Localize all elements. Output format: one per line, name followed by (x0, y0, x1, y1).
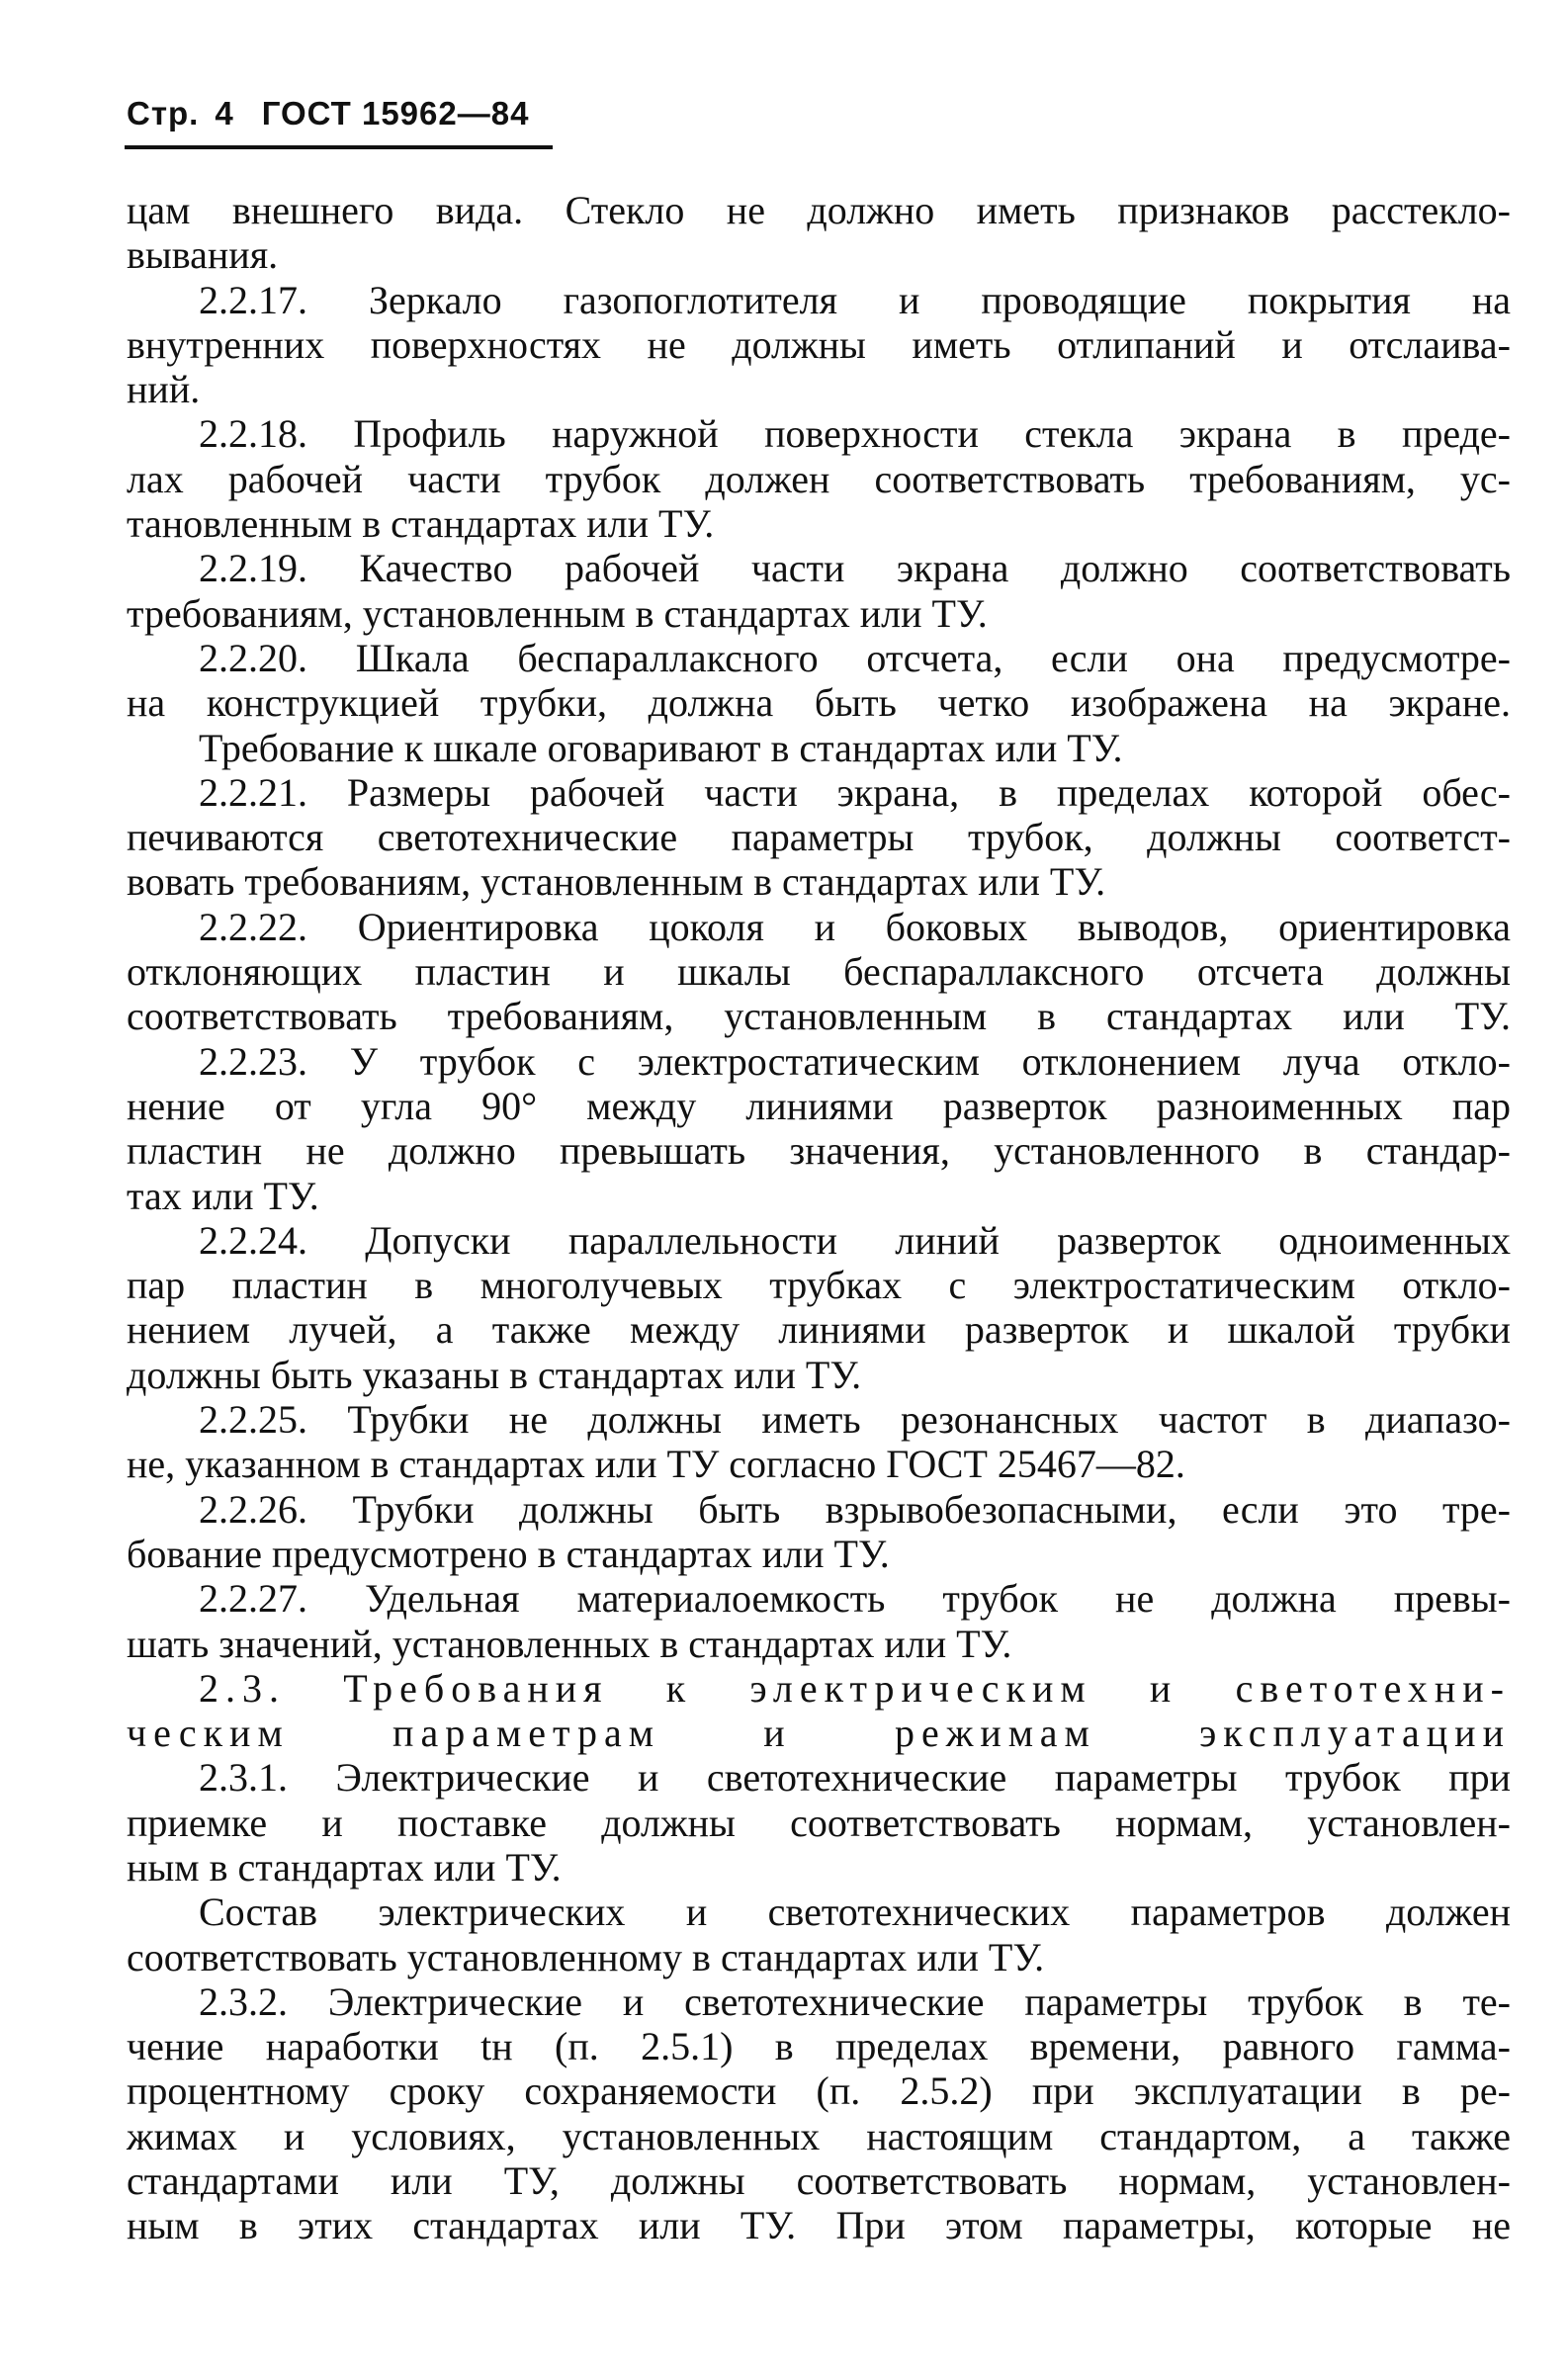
text-line: 2.2.17. Зеркало газопоглотителя и проводящие покрытия на (199, 277, 1511, 322)
text-line: 2.2.27. Удельная материалоемкость трубок не должна превы- (199, 1576, 1511, 1622)
text-line: вывания. (127, 232, 279, 278)
text-line: чение наработки tн (п. 2.5.1) в пределах времени, равного гамма- (127, 2024, 1511, 2069)
text-line: лах рабочей части трубок должен соответствовать требованиям, ус- (127, 456, 1511, 501)
text-line: внутренних поверхностях не должны иметь отлипаний и отслаива- (127, 321, 1511, 367)
text-line: отклоняющих пластин и шкалы беспараллаксного отсчета должны (127, 949, 1511, 995)
text-line: не, указанном в стандартах или ТУ согласно ГОСТ 25467—82. (127, 1442, 1185, 1487)
text-line: на конструкцией трубки, должна быть четко изображена на экране. (127, 680, 1511, 726)
text-line: печиваются светотехнические параметры трубок, должны соответст- (127, 815, 1511, 860)
text-line: нением лучей, а также между линиями разверток и шкалой трубки (127, 1307, 1511, 1353)
text-line: 2.2.24. Допуски параллельности линий разверток одноименных (199, 1217, 1511, 1263)
text-line: бование предусмотрено в стандартах или ТУ. (127, 1531, 890, 1576)
text-line: пластин не должно превышать значения, установленного в стандар- (127, 1128, 1511, 1174)
text-line: 2.2.22. Ориентировка цоколя и боковых выводов, ориентировка (199, 904, 1511, 949)
text-line: должны быть указаны в стандартах или ТУ. (127, 1352, 862, 1397)
text-line: соответствовать установленному в стандартах или ТУ. (127, 1934, 1045, 1979)
page-number: 4 (215, 95, 234, 132)
document-id: ГОСТ 15962—84 (261, 95, 530, 132)
text-line: стандартами или ТУ, должны соответствовать нормам, установлен- (127, 2158, 1511, 2204)
text-line: 2.3.1. Электрические и светотехнические параметры трубок при (199, 1755, 1511, 1801)
text-line: 2.3. Требования к электрическим и светотехни- (199, 1665, 1511, 1711)
text-line: процентному сроку сохраняемости (п. 2.5.2) при эксплуатации в ре- (127, 2068, 1511, 2114)
text-line: 2.2.21. Размеры рабочей части экрана, в пределах которой обес- (199, 769, 1511, 815)
text-line: 2.2.20. Шкала беспараллаксного отсчета, если она предусмотре- (199, 635, 1511, 680)
body-text (127, 188, 1511, 2248)
text-line: вовать требованиям, установленным в стандартах или ТУ. (127, 859, 1106, 905)
text-line: тановленным в стандартах или ТУ. (127, 501, 715, 547)
text-line: 2.3.2. Электрические и светотехнические параметры трубок в те- (199, 1978, 1511, 2024)
text-line: ным в стандартах или ТУ. (127, 1844, 562, 1890)
text-line: 2.2.19. Качество рабочей части экрана должно соответствовать (199, 546, 1511, 591)
text-line: ний. (127, 367, 201, 412)
text-line: Требование к шкале оговаривают в стандартах или ТУ. (199, 725, 1123, 770)
header-rule (125, 145, 553, 149)
text-line: 2.2.26. Трубки должны быть взрывобезопасными, если это тре- (199, 1486, 1511, 1532)
text-line: соответствовать требованиям, установленным в стандартах или ТУ. (127, 994, 1511, 1039)
text-line: цам внешнего вида. Стекло не должно иметь признаков расстекло- (127, 188, 1511, 232)
page-header (127, 95, 529, 132)
text-line: шать значений, установленных в стандартах или ТУ. (127, 1621, 1012, 1666)
text-line: ным в этих стандартах или ТУ. При этом параметры, которые не (127, 2203, 1511, 2248)
text-line: 2.2.25. Трубки не должны иметь резонансных частот в диапазо- (199, 1397, 1511, 1443)
text-line: нение от угла 90° между линиями разверток разноименных пар (127, 1083, 1511, 1128)
text-line: 2.2.18. Профиль наружной поверхности стекла экрана в преде- (199, 411, 1511, 457)
text-line: требованиям, установленным в стандартах или ТУ. (127, 590, 988, 636)
text-line: пар пластин в многолучевых трубках с электростатическим откло- (127, 1263, 1511, 1308)
text-line: 2.2.23. У трубок с электростатическим отклонением луча откло- (199, 1038, 1511, 1084)
text-line: Состав электрических и светотехнических параметров должен (199, 1890, 1511, 1935)
page-label: Стр. (127, 95, 200, 132)
text-line: тах или ТУ. (127, 1173, 319, 1218)
text-line: приемке и поставке должны соответствовать нормам, установлен- (127, 1800, 1511, 1845)
text-line: ческим параметрам и режимам эксплуатации (127, 1711, 1511, 1756)
text-line: жимах и условиях, установленных настоящим стандартом, а также (127, 2113, 1511, 2158)
